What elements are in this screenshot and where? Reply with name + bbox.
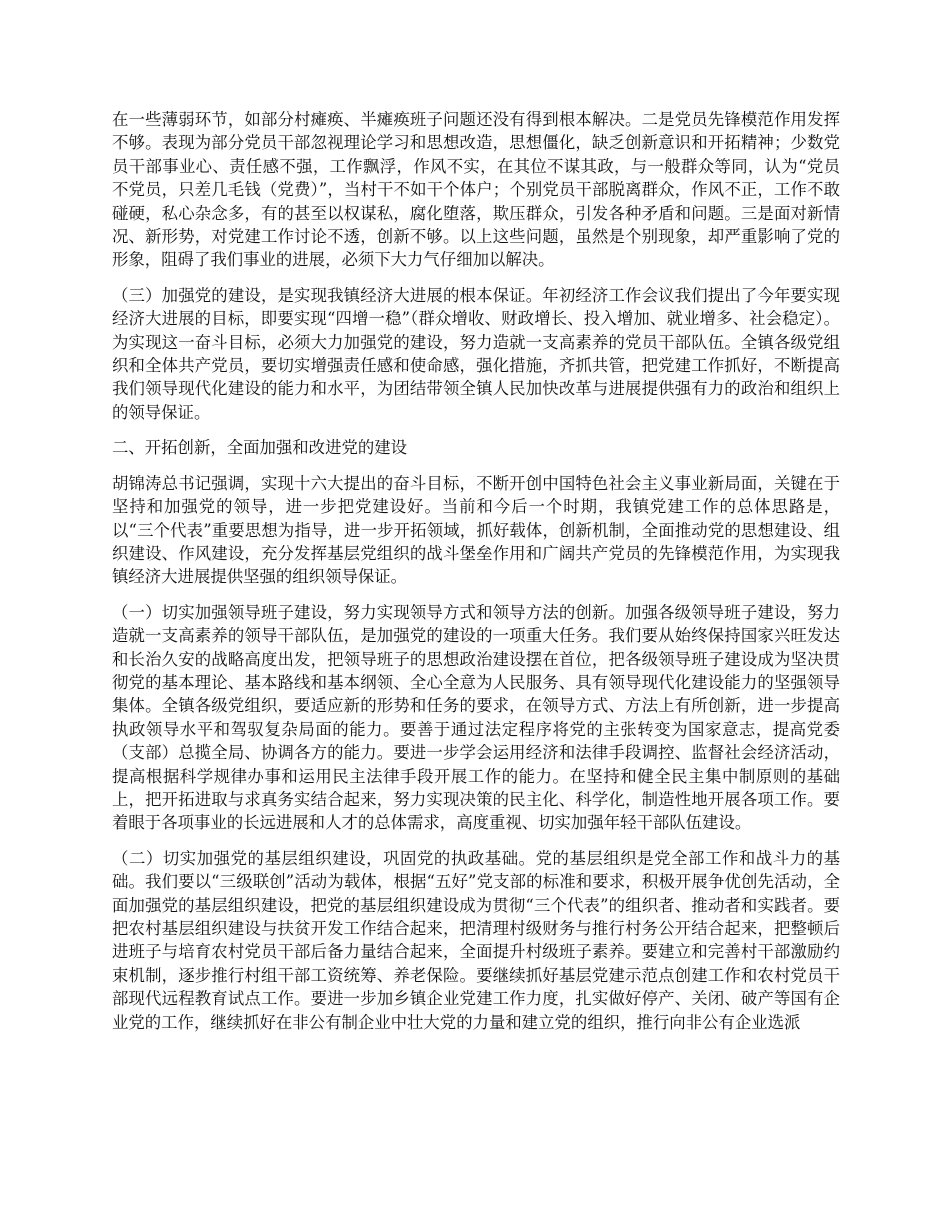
document-body — [112, 108, 840, 1046]
paragraph-grassroots-organization: （二）切实加强党的基层组织建设，巩固党的执政基础。党的基层组织是党全部工作和战斗力的基础。我们要以“三级联创”活动为载体，根据“五好”党支部的标准和要求，积极开展争优创先活动，全面加强党的基层组织建设，把党的基层组织建设成为贯彻“三个代表”的组织者、推动者和实践者。要把农村基层组织建设与扶贫开发工作结合起来，把清理村级财务与推行村务公开结合起来，把整顿后进班子与培育农村党员干部后备力量结合起来，全面提升村级班子素养。要建立和完善村干部激励约束机制，逐步推行村组干部工资统筹、养老保险。要继续抓好基层党建示范点创建工作和农村党员干部现代远程教育试点工作。要进一步加乡镇企业党建工作力度，扎实做好停产、关闭、破产等国有企业党的工作，继续抓好在非公有制企业中壮大党的力量和建立党的组织，推行向非公有企业选派 — [112, 848, 840, 1032]
paragraph-party-building-guarantee: （三）加强党的建设，是实现我镇经济大进展的根本保证。年初经济工作会议我们提出了今年要实现经济大进展的目标，即要实现“四增一稳”（群众增收、财政增长、投入增加、就业增多、社会稳定）。为实现这一奋斗目标，必须大力加强党的建设，努力造就一支高素养的党员干部队伍。全镇各级党组织和全体共产党员，要切实增强责任感和使命感，强化措施，齐抓共管，把党建工作抓好，不断提高我们领导现代化建设的能力和水平，为团结带领全镇人民加快改革与进展提供强有力的政治和组织上的领导保证。 — [112, 285, 840, 422]
section-heading: 二、开拓创新，全面加强和改进党的建设 — [112, 438, 408, 458]
paragraph-leadership-team: （一）切实加强领导班子建设，努力实现领导方式和领导方法的创新。加强各级领导班子建设，努力造就一支高素养的领导干部队伍，是加强党的建设的一项重大任务。我们要从始终保持国家兴旺发达和长治久安的战略高度出发，把领导班子的思想政治建设摆在首位，把各级领导班子建设成为坚决贯彻党的基本理论、基本路线和基本纲领、全心全意为人民服务、具有领导现代化建设能力的坚强领导集体。全镇各级党组织，要适应新的形势和任务的要求，在领导方式、方法上有所创新，进一步提高执政领导水平和驾驭复杂局面的能力。要善于通过法定程序将党的主张转变为国家意志，提高党委（支部）总揽全局、协调各方的能力。要进一步学会运用经济和法律手段调控、监督社会经济活动，提高根据科学规律办事和运用民主法律手段开展工作的能力。在坚持和健全民主集中制原则的基础上，把开拓进取与求真务实结合起来，努力实现决策的民主化、科学化，制造性地开展各项工作。要着眼于各项事业的长远进展和人才的总体需求，高度重视、切实加强年轻干部队伍建设。 — [112, 602, 840, 833]
paragraph-weak-links: 在一些薄弱环节，如部分村瘫痪、半瘫痪班子问题还没有得到根本解决。二是党员先锋模范作用发挥不够。表现为部分党员干部忽视理论学习和思想改造，思想僵化，缺乏创新意识和开拓精神；少数党员干部事业心、责任感不强，工作飘浮，作风不实，在其位不谋其政，与一般群众等同，认为“党员不党员，只差几毛钱（党费）”，当村干不如干个体户；个别党员干部脱离群众，作风不正，工作不敢碰硬，私心杂念多，有的甚至以权谋私，腐化堕落，欺压群众，引发各种矛盾和问题。三是面对新情况、新形势，对党建工作讨论不透，创新不够。以上这些问题，虽然是个别现象，却严重影响了党的形象，阻碍了我们事业的进展，必须下大力气仔细加以解决。 — [112, 110, 840, 270]
paragraph-overall-approach: 胡锦涛总书记强调，实现十六大提出的奋斗目标，不断开创中国特色社会主义事业新局面，关键在于坚持和加强党的领导，进一步把党建设好。当前和今后一个时期，我镇党建工作的总体思路是，以“三个代表”重要思想为指导，进一步开拓领域，抓好载体，创新机制，全面推动党的思想建设、组织建设、作风建设，充分发挥基层党组织的战斗堡垒作用和广阔共产党员的先锋模范作用，为实现我镇经济大进展提供坚强的组织领导保证。 — [112, 473, 840, 587]
